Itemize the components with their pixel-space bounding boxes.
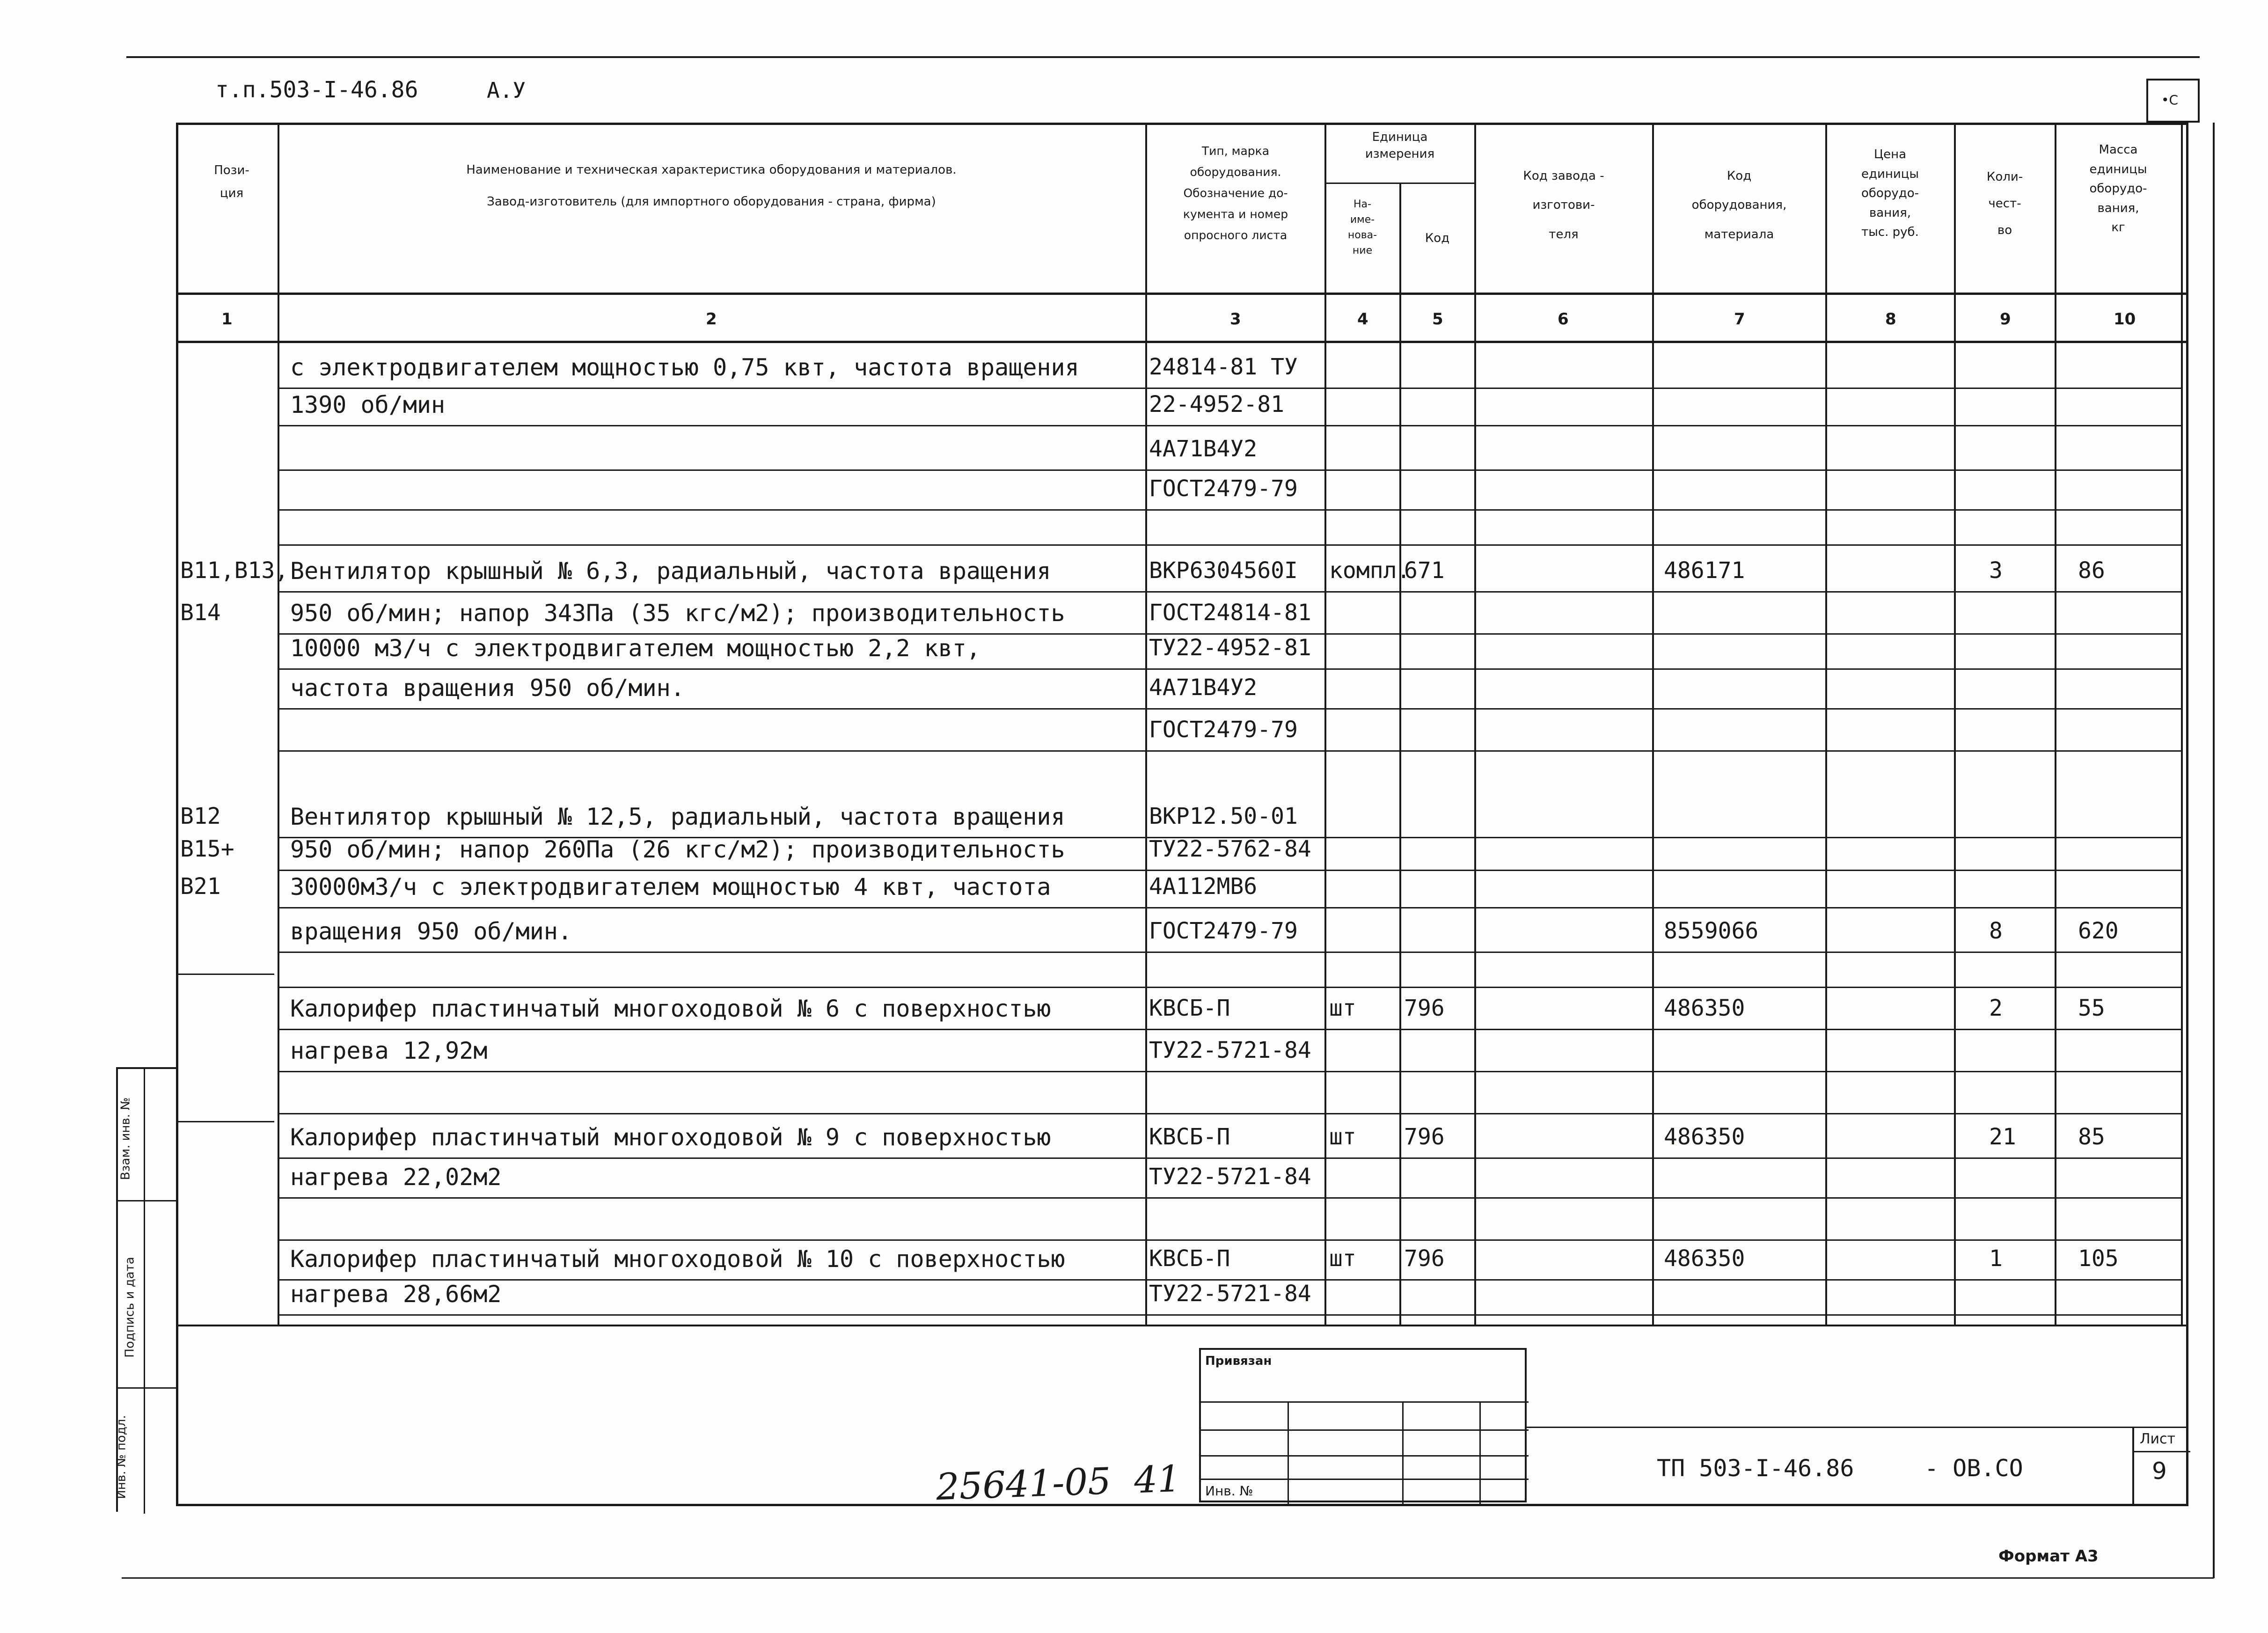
col-line-10: [2181, 123, 2183, 1325]
row-separator: [278, 750, 2181, 752]
cell-name: нагрева 12,92м: [290, 1037, 488, 1064]
header-price: Цена единицы оборудо- вания, тыс. руб.: [1861, 147, 1919, 240]
cell-type: ТУ22-4952-81: [1149, 635, 1311, 661]
column-number: 6: [1558, 310, 1569, 329]
col-line-6: [1652, 123, 1654, 1325]
row-separator: [278, 425, 2181, 426]
top-code: т.п.503-I-46.86: [215, 77, 418, 103]
cell-mass: 620: [2078, 918, 2119, 944]
document-code: ТП 503-I-46.86 - ОВ.СО: [1657, 1455, 2023, 1482]
row-separator: [278, 544, 2181, 546]
cell-type: ТУ22-5721-84: [1149, 1037, 1311, 1063]
header-equip-code: Код оборудования, материала: [1691, 169, 1787, 242]
frame-top: [126, 56, 2200, 58]
cell-equip: 486350: [1664, 995, 1745, 1021]
cell-equip: 486350: [1664, 1245, 1745, 1272]
header-type: Тип, марка оборудования. Обозначение до- кумента и номер опросного листа: [1183, 144, 1288, 242]
cell-equip: 486171: [1664, 557, 1745, 584]
cell-type: КВСБ-П: [1149, 1245, 1230, 1272]
column-number: 2: [706, 310, 717, 329]
cell-name: Калорифер пластинчатый многоходовой № 10 с поверхностью: [290, 1245, 1065, 1273]
row-separator: [278, 1157, 2181, 1159]
handwritten-number: 25641-05 41: [935, 1457, 1181, 1509]
cell-mass: 105: [2078, 1245, 2119, 1272]
cell-type: ТУ22-5762-84: [1149, 836, 1311, 862]
cell-code: 796: [1404, 1245, 1445, 1272]
cell-name: Вентилятор крышный № 12,5, радиальный, частота вращения: [290, 803, 1065, 830]
cell-qty: 21: [1989, 1124, 2016, 1150]
column-number: 10: [2114, 310, 2136, 329]
frame-right: [2213, 123, 2215, 1578]
corner-mark: •С: [2161, 92, 2179, 108]
cell-type: ТУ22-5721-84: [1149, 1281, 1311, 1307]
row-separator: [278, 987, 2181, 988]
row-separator: [278, 952, 2181, 953]
cell-name: 10000 м3/ч с электродвигателем мощностью 2,2 квт,: [290, 635, 981, 662]
cell-name: нагрева 28,66м2: [290, 1281, 502, 1308]
cell-mass: 86: [2078, 557, 2105, 584]
row-separator: [278, 469, 2181, 471]
colnum-bottom-line: [176, 341, 2188, 343]
cell-mass: 55: [2078, 995, 2105, 1021]
cell-equip: 8559066: [1664, 918, 1759, 944]
header-name: Наименование и техническая характеристика оборудования и материалов. Завод-изготовитель (для импортного оборудования - страна, фирма): [466, 163, 957, 209]
row-separator: [278, 1239, 2181, 1241]
cell-pos: В15+: [180, 836, 234, 862]
cell-unit: шт: [1329, 995, 1356, 1021]
cell-type: ГОСТ2479-79: [1149, 476, 1298, 502]
cell-type: КВСБ-П: [1149, 995, 1230, 1021]
cell-type: 24814-81 ТУ: [1149, 354, 1298, 380]
cell-mass: 85: [2078, 1124, 2105, 1150]
cell-name: 950 об/мин; напор 260Па (26 кгс/м2); производительность: [290, 836, 1065, 863]
top-suffix: А.У: [487, 78, 526, 103]
row-separator: [278, 388, 2181, 389]
cell-qty: 2: [1989, 995, 2003, 1021]
row-separator: [278, 591, 2181, 593]
privyazan-stamp: [1199, 1348, 1527, 1502]
col-line-2: [1145, 123, 1147, 1325]
col-line-1: [278, 123, 279, 1325]
cell-type: 4А71В4У2: [1149, 674, 1258, 701]
row-separator: [278, 1197, 2181, 1199]
cell-unit: шт: [1329, 1124, 1356, 1150]
position-stub-2: [176, 1121, 274, 1122]
row-separator: [278, 668, 2181, 670]
sheet-number: 9: [2152, 1457, 2167, 1485]
col-line-4: [1399, 183, 1401, 1325]
row-separator: [278, 509, 2181, 511]
cell-unit: шт: [1329, 1245, 1356, 1272]
column-number: 4: [1357, 310, 1368, 329]
cell-qty: 3: [1989, 557, 2003, 584]
cell-type: 4А112МВ6: [1149, 873, 1258, 900]
cell-type: КВСБ-П: [1149, 1124, 1230, 1150]
cell-code: 671: [1404, 557, 1445, 584]
header-unit-name: На- име- нова- ние: [1347, 198, 1377, 256]
col-line-3: [1324, 123, 1326, 1325]
cell-type: ГОСТ2479-79: [1149, 918, 1298, 944]
row-separator: [278, 1113, 2181, 1114]
cell-name: 950 об/мин; напор 343Па (35 кгс/м2); производительность: [290, 600, 1065, 627]
column-number: 5: [1432, 310, 1443, 329]
row-separator: [278, 870, 2181, 871]
cell-type: 22-4952-81: [1149, 391, 1284, 417]
position-stub-1: [176, 974, 274, 975]
cell-name: Калорифер пластинчатый многоходовой № 9 с поверхностью: [290, 1124, 1051, 1151]
cell-name: с электродвигателем мощностью 0,75 квт, частота вращения: [290, 354, 1079, 381]
header-factory-code: Код завода - изготови- теля: [1523, 169, 1604, 242]
side-stamp-sign-date: Подпись и дата: [123, 1257, 137, 1358]
cell-type: ТУ22-5721-84: [1149, 1164, 1311, 1190]
column-number: 1: [221, 310, 233, 329]
cell-type: ВКР12.50-01: [1149, 803, 1298, 829]
cell-name: 30000м3/ч с электродвигателем мощностью 4 квт, частота: [290, 873, 1051, 901]
column-number: 3: [1230, 310, 1241, 329]
row-separator: [278, 708, 2181, 710]
cell-type: ГОСТ24814-81: [1149, 600, 1311, 626]
cell-code: 796: [1404, 1124, 1445, 1150]
row-separator: [278, 1071, 2181, 1072]
cell-pos: В14: [180, 600, 221, 626]
inv-no-label: Инв. №: [1205, 1483, 1253, 1499]
cell-equip: 486350: [1664, 1124, 1745, 1150]
cell-qty: 8: [1989, 918, 2003, 944]
title-block-top: [1527, 1427, 2188, 1428]
column-number: 8: [1885, 310, 1896, 329]
cell-pos: В12: [180, 803, 221, 829]
cell-name: 1390 об/мин: [290, 391, 446, 418]
header-quantity: Коли- чест- во: [1986, 170, 2023, 238]
format-label: Формат А3: [1998, 1547, 2099, 1566]
header-unit-code: Код: [1425, 231, 1450, 245]
header-position: Пози- ция: [214, 163, 249, 201]
sheet-label: Лист: [2140, 1431, 2176, 1447]
cell-qty: 1: [1989, 1245, 2003, 1272]
cell-type: ВКР6304560I: [1149, 557, 1298, 584]
col-line-9: [2055, 123, 2056, 1325]
cell-name: частота вращения 950 об/мин.: [290, 674, 685, 702]
frame-bottom: [122, 1577, 2214, 1579]
col-line-5: [1474, 123, 1476, 1325]
row-separator: [278, 1029, 2181, 1030]
side-stamp-inv-orig: Инв. № подл.: [114, 1415, 129, 1499]
privyazan-label: Привязан: [1205, 1354, 1272, 1368]
cell-name: вращения 950 об/мин.: [290, 918, 572, 945]
cell-name: нагрева 22,02м2: [290, 1164, 502, 1191]
header-bottom-line: [176, 293, 2188, 295]
cell-type: 4А71В4У2: [1149, 436, 1258, 462]
table-bottom-line: [176, 1325, 2188, 1326]
cell-unit: компл.: [1329, 557, 1411, 584]
cell-name: Вентилятор крышный № 6,3, радиальный, частота вращения: [290, 557, 1051, 585]
col-line-7: [1825, 123, 1827, 1325]
row-separator: [278, 907, 2181, 908]
cell-pos: В21: [180, 873, 221, 900]
column-number: 9: [2000, 310, 2011, 329]
cell-name: Калорифер пластинчатый многоходовой № 6 с поверхностью: [290, 995, 1051, 1022]
side-stamp-inv-repl: Взам. инв. №: [118, 1097, 133, 1180]
row-separator: [278, 1314, 2181, 1316]
header-mass: Масса единицы оборудо- вания, кг: [2089, 143, 2147, 235]
header-unit-group: Единица измерения: [1365, 130, 1435, 161]
column-number: 7: [1734, 310, 1745, 329]
col-line-8: [1954, 123, 1956, 1325]
cell-code: 796: [1404, 995, 1445, 1021]
cell-pos: В11,В13,: [180, 557, 289, 584]
cell-type: ГОСТ2479-79: [1149, 717, 1298, 743]
